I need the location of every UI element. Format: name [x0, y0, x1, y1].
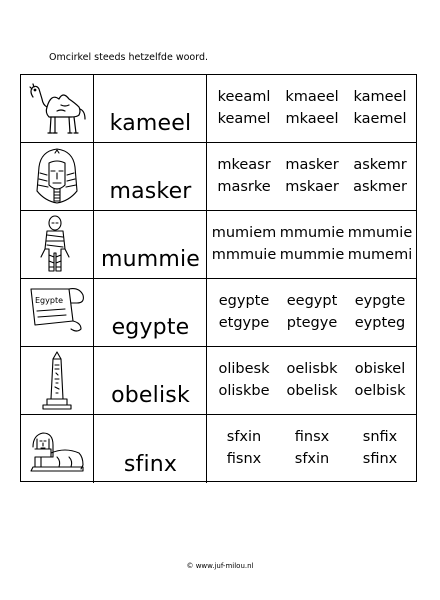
word-option[interactable]: keeaml [217, 89, 271, 105]
word-option[interactable]: oliskbe [218, 383, 270, 399]
word-option[interactable]: eypteg [354, 315, 406, 331]
word-option[interactable]: eegypt [286, 293, 338, 309]
word-option[interactable]: mmmuie [211, 247, 277, 263]
instruction-text: Omcirkel steeds hetzelfde woord. [49, 52, 209, 63]
table-row [21, 211, 416, 279]
word-option[interactable]: mmumie [279, 225, 345, 241]
target-word: obelisk [111, 383, 190, 408]
word-options [207, 279, 416, 346]
egypt-scroll-icon [25, 281, 89, 344]
word-option[interactable]: keamel [217, 111, 271, 127]
word-option[interactable]: obiskel [354, 361, 406, 377]
picture-cell [21, 143, 94, 210]
word-option[interactable]: sfinx [362, 451, 398, 467]
target-word-cell [95, 211, 207, 278]
target-word: mummie [100, 247, 201, 272]
target-word-cell [95, 415, 207, 483]
scroll-label: Egypte [35, 296, 64, 305]
word-option[interactable]: mskaer [285, 179, 339, 195]
picture-cell [21, 279, 94, 346]
word-option[interactable]: masrke [217, 179, 271, 195]
table-row [21, 415, 416, 483]
word-option[interactable]: mumemi [347, 247, 413, 263]
target-word: kameel [109, 111, 192, 136]
target-word-cell [95, 75, 207, 142]
picture-cell [21, 211, 94, 278]
pharaoh-mask-icon [25, 145, 89, 208]
word-option[interactable]: sfxin [294, 451, 330, 467]
word-option[interactable]: snfix [362, 429, 398, 445]
table-row [21, 75, 416, 143]
word-options [207, 415, 416, 483]
target-word-cell [95, 143, 207, 210]
word-option[interactable]: kmaeel [285, 89, 339, 105]
target-word: masker [109, 179, 192, 204]
picture-cell [21, 415, 94, 483]
picture-cell [21, 347, 94, 414]
table-row [21, 347, 416, 415]
target-word-cell [95, 279, 207, 346]
table-row [21, 279, 416, 347]
word-option[interactable]: askemr [353, 157, 407, 173]
word-option[interactable]: mummie [279, 247, 345, 263]
word-option[interactable]: eypgte [354, 293, 406, 309]
word-option[interactable]: mkaeel [285, 111, 339, 127]
word-option[interactable]: masker [285, 157, 339, 173]
word-option[interactable]: egypte [218, 293, 270, 309]
word-options [207, 75, 416, 142]
obelisk-icon [25, 349, 89, 412]
picture-cell [21, 75, 94, 142]
word-option[interactable]: kaemel [353, 111, 407, 127]
word-option[interactable]: obelisk [286, 383, 338, 399]
word-option[interactable]: finsx [294, 429, 330, 445]
word-options [207, 143, 416, 210]
word-option[interactable]: kameel [353, 89, 407, 105]
word-option[interactable]: askmer [353, 179, 407, 195]
word-option[interactable]: olibesk [218, 361, 270, 377]
word-option[interactable]: fisnx [226, 451, 262, 467]
word-option[interactable]: mmumie [347, 225, 413, 241]
table-row [21, 143, 416, 211]
worksheet-table [20, 74, 417, 482]
word-option[interactable]: sfxin [226, 429, 262, 445]
target-word: sfinx [123, 452, 178, 477]
word-option[interactable]: etgype [218, 315, 270, 331]
camel-icon [25, 77, 89, 140]
footer-credit: © www.juf-milou.nl [186, 562, 254, 570]
mummy-icon [25, 213, 89, 276]
target-word-cell [95, 347, 207, 414]
sphinx-icon [25, 417, 89, 480]
word-option[interactable]: mumiem [211, 225, 277, 241]
target-word: egypte [111, 315, 190, 340]
word-options [207, 211, 416, 278]
word-option[interactable]: oelisbk [286, 361, 338, 377]
word-option[interactable]: oelbisk [354, 383, 406, 399]
word-option[interactable]: ptegye [286, 315, 338, 331]
word-option[interactable]: mkeasr [217, 157, 271, 173]
word-options [207, 347, 416, 414]
